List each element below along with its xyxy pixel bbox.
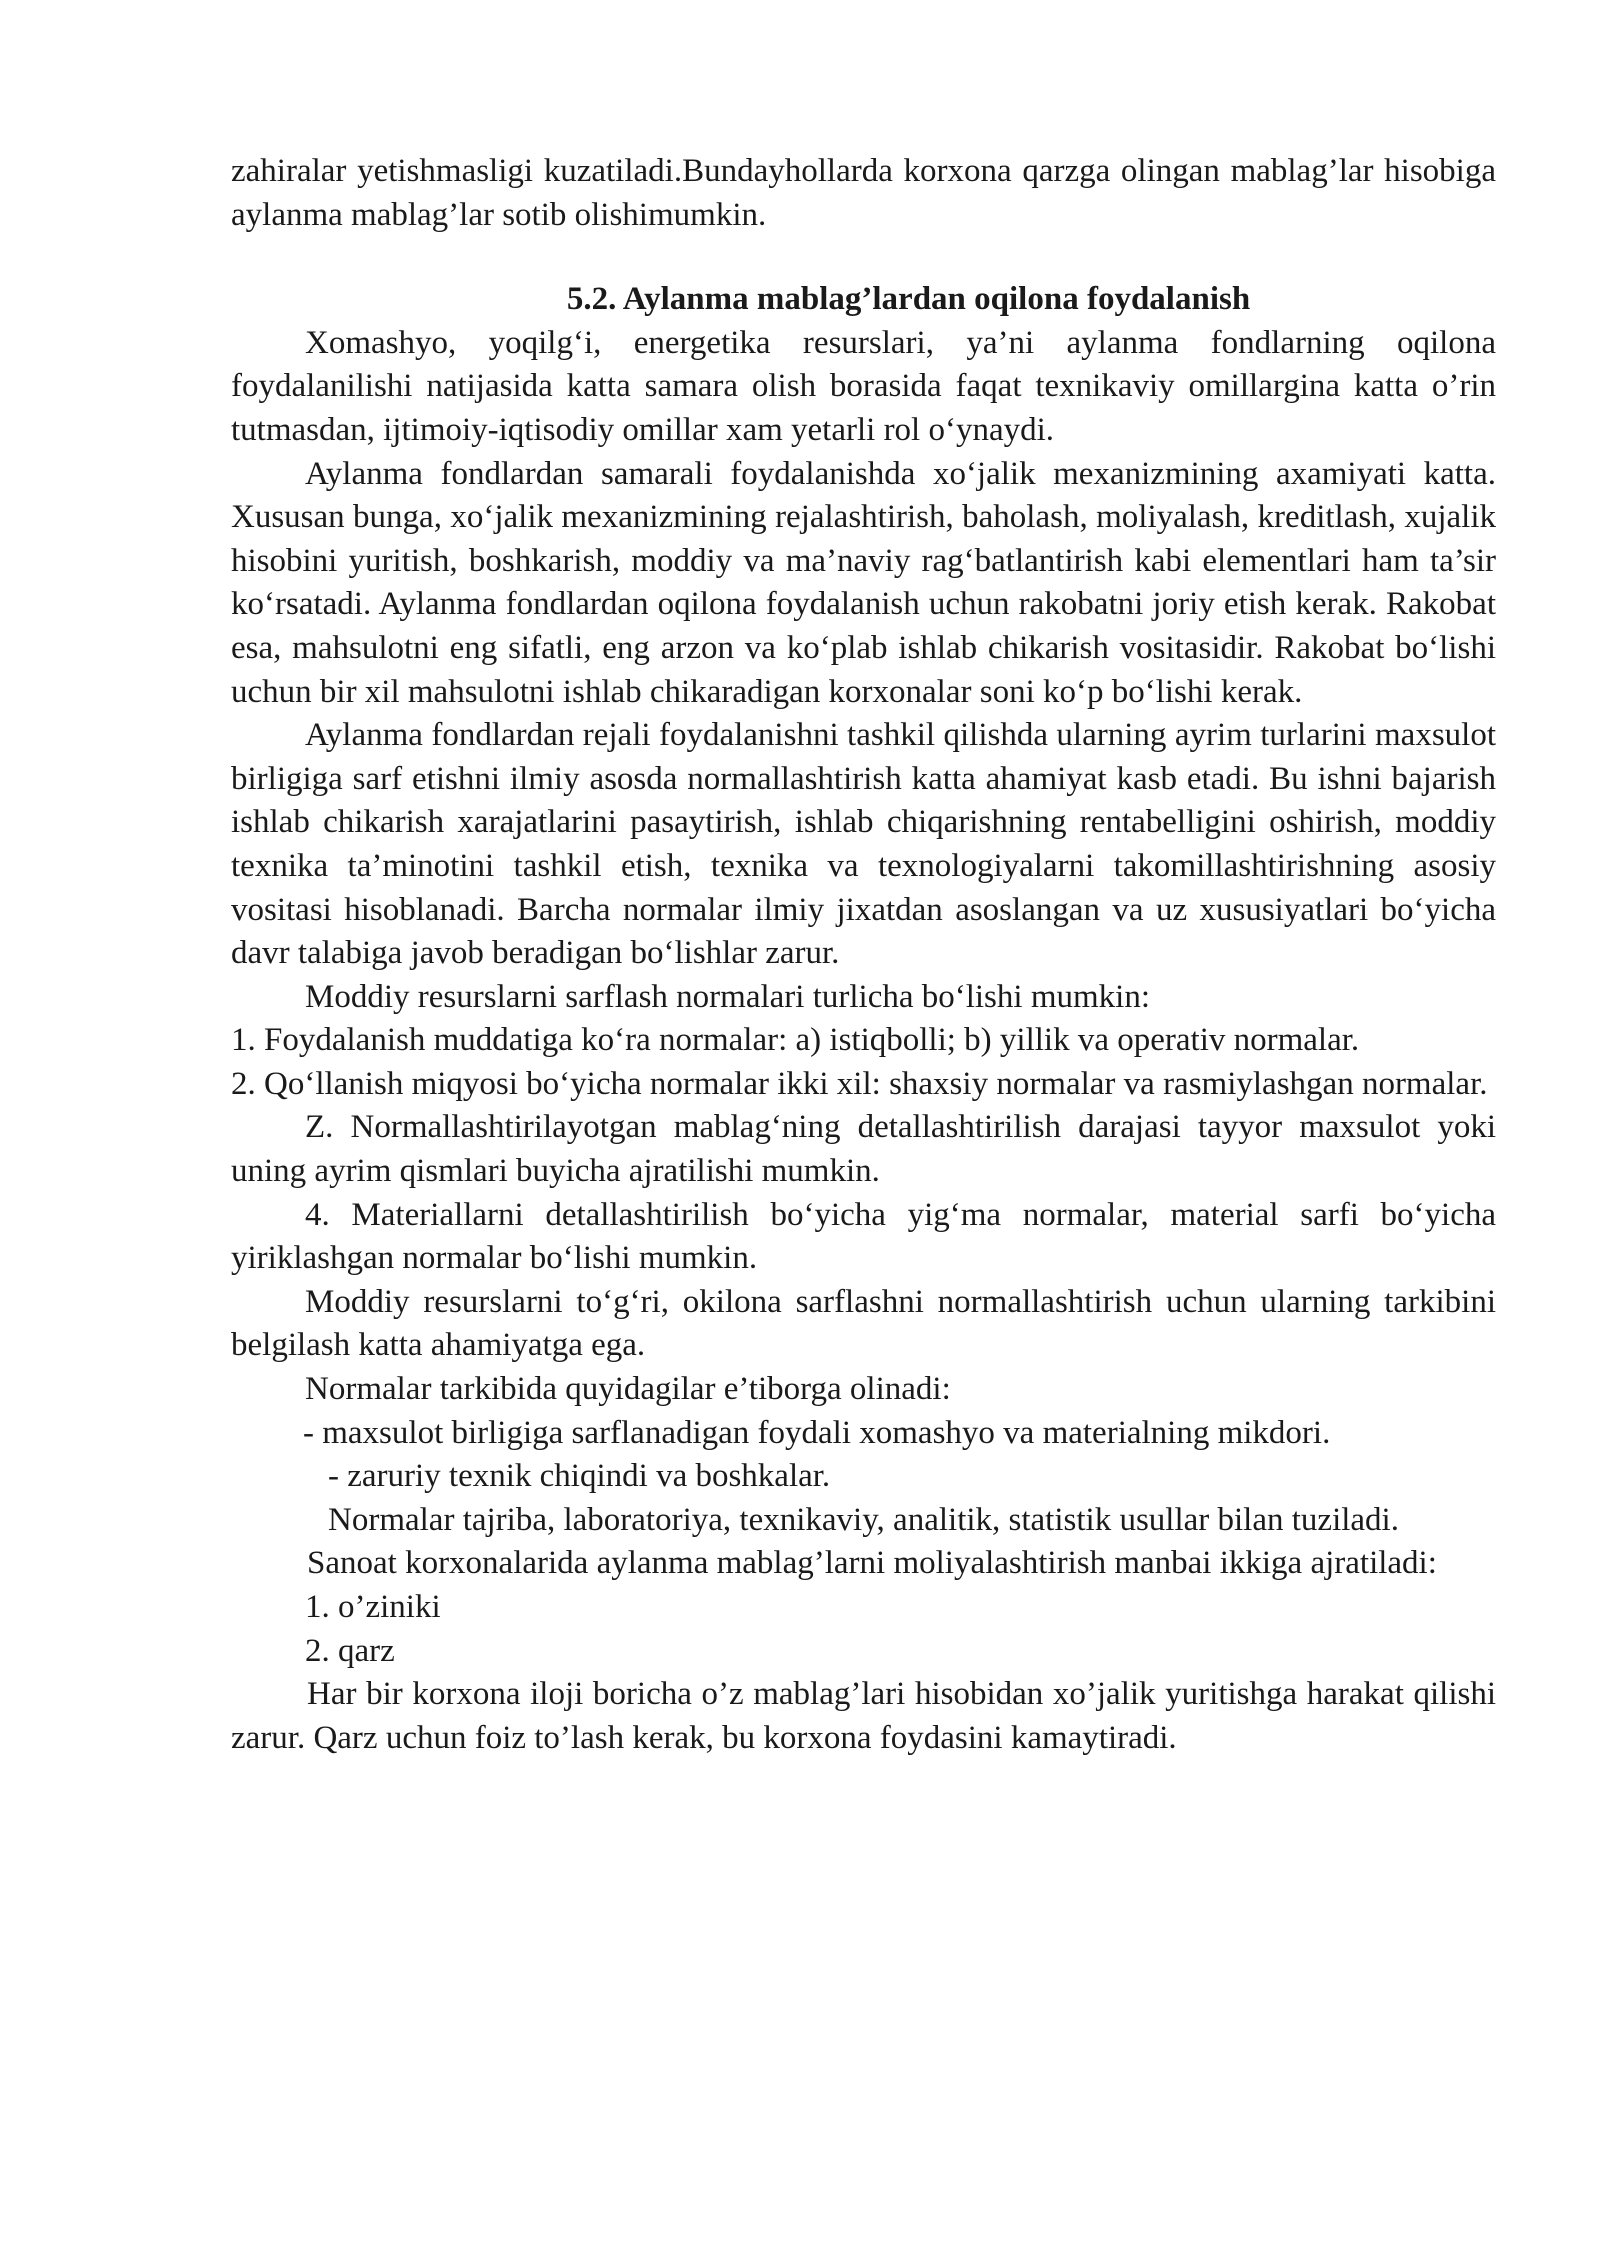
section-heading: 5.2. Aylanma mablag’lardan oqilona foydalanish [566,281,1251,318]
paragraph-7: Normalar tajriba, laboratoriya, texnikaviy, analitik, statistik usullar bilan tuziladi. [328,1501,1399,1538]
paragraph-3: Aylanma fondlardan rejali foydalanishni tashkil qilishda ularning ayrim turlarini maxsulot birligiga sarf etishni ilmiy asosda normallashtirish katta ahamiyat kasb etadi. Bu ishni bajarish ishlab chikarish xarajatlarini pasaytirish, ishlab chiqarishning rentabelligini oshirish, moddiy texnika ta’minotini tashkil etish, texnika va texnologiyalarni takomillashtirishning asosiy vositasi hisoblanadi. Barcha normalar ilmiy jixatdan asoslangan va uz xususiyatlari bo‘yicha davr talabiga javob beradigan bo‘lishlar zarur. [231,717,1496,972]
source-item-1: 1. o’ziniki [305,1589,441,1625]
paragraph-6: Normalar tarkibida quyidagilar e’tiborga olinadi: [305,1371,951,1408]
paragraph-2: Aylanma fondlardan samarali foydalanishda xo‘jalik mexanizmining axamiyati katta. Xususan bunga, xo‘jalik mexanizmining rejalashtirish, baholash, moliyalash, kreditlash, xujalik hisobini yuritish, boshkarish, moddiy va ma’naviy rag‘batlantirish kabi elementlari ham ta’sir ko‘rsatadi. Aylanma fondlardan oqilona foydalanish uchun rakobatni joriy etish kerak. Rakobat esa, mahsulotni eng sifatli, eng arzon va ko‘plab ishlab chikarish vositasidir. Rakobat bo‘lishi uchun bir xil mahsulotni ishlab chikaradigan korxonalar soni ko‘p bo‘lishi kerak. [231,455,1496,710]
document-page [231,150,1496,1760]
list-item-1: 1. Foydalanish muddatiga ko‘ra normalar: a) istiqbolli; b) yillik va operativ normalar. [231,1022,1360,1059]
paragraph-8: Sanoat korxonalarida aylanma mablag’larni moliyalashtirish manbai ikkiga ajratiladi: [307,1545,1437,1582]
spacer [231,237,1496,278]
list-item-3: Z. Normallashtirilayotgan mablag‘ning detallashtirilish darajasi tayyor maxsulot yoki uning ayrim qismlari buyicha ajratilishi mumkin. [231,1109,1496,1190]
list-item-2: 2. Qo‘llanish miqyosi bo‘yicha normalar ikki xil: shaxsiy normalar va rasmiylashgan normalar. [231,1065,1488,1102]
dash-item-2: - zaruriy texnik chiqindi va boshkalar. [328,1458,831,1495]
list-item-4: 4. Materiallarni detallashtirilish bo‘yicha yig‘ma normalar, material sarfi bo‘yicha yiriklashgan normalar bo‘lishi mumkin. [231,1196,1496,1277]
source-item-2: 2. qarz [305,1632,395,1669]
paragraph-9: Har bir korxona iloji boricha o’z mablag’lari hisobidan xo’jalik yuritishga harakat qilishi zarur. Qarz uchun foiz to’lash kerak, bu korxona foydasini kamaytiradi. [231,1676,1496,1756]
paragraph-1: Xomashyo, yoqilg‘i, energetika resurslari, ya’ni aylanma fondlarning oqilona foydalanilishi natijasida katta samara olish borasida faqat texnikaviy omillargina katta o’rin tutmasdan, ijtimoiy-iqtisodiy omillar xam yetarli rol o‘ynaydi. [231,324,1496,448]
paragraph-4: Moddiy resurslarni sarflash normalari turlicha bo‘lishi mumkin: [305,978,1150,1015]
paragraph-5: Moddiy resurslarni to‘g‘ri, okilona sarflashni normallashtirish uchun ularning tarkibini belgilash katta ahamiyatga ega. [231,1283,1496,1364]
dash-item-1: - maxsulot birligiga sarflanadigan foydali xomashyo va materialning mikdori. [303,1414,1331,1451]
intro-paragraph: zahiralar yetishmasligi kuzatiladi.Bundayhollarda korxona qarzga olingan mablag’lar hisobiga aylanma mablag’lar sotib olishimumkin. [231,153,1496,233]
